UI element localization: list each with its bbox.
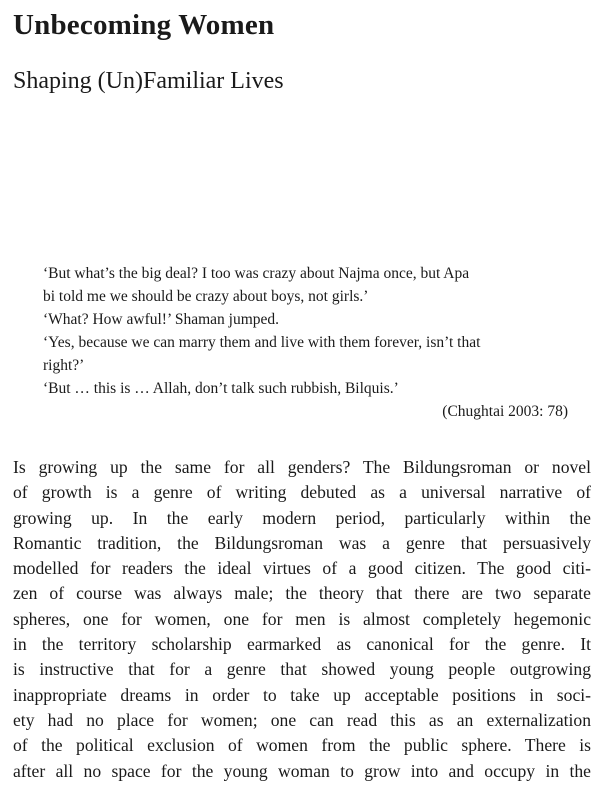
body-line: growing up. In the early modern period, particularly within the (13, 507, 591, 528)
chapter-title: Unbecoming Women (13, 9, 275, 41)
body-line: inappropriate dreams in order to take up acceptable positions in soci- (13, 684, 591, 705)
epigraph-block (43, 262, 568, 423)
epigraph-citation: (Chughtai 2003: 78) (442, 403, 568, 420)
body-line: of the political exclusion of women from the public sphere. There is (13, 735, 591, 756)
epigraph-line: bi told me we should be crazy about boys, not girls.’ (43, 288, 369, 305)
body-line: zen of course was always male; the theory that there are two separate (13, 583, 591, 604)
body-line: in the territory scholarship earmarked as canonical for the genre. It (13, 634, 591, 655)
epigraph-line: ‘What? How awful!’ Shaman jumped. (43, 311, 280, 328)
body-line: is instructive that for a genre that showed young people outgrowing (13, 659, 591, 680)
body-line: Is growing up the same for all genders? The Bildungsroman or novel (13, 457, 591, 477)
epigraph-line: ‘Yes, because we can marry them and live with them forever, isn’t that (43, 334, 481, 351)
epigraph-line: ‘But what’s the big deal? I too was crazy about Najma once, but Apa (43, 265, 470, 282)
body-line: ety had no place for women; one can read this as an externalization (13, 709, 591, 730)
body-line: modelled for readers the ideal virtues of a good citizen. The good citi- (13, 558, 591, 579)
epigraph-line: ‘But … this is … Allah, don’t talk such rubbish, Bilquis.’ (43, 380, 399, 397)
chapter-subtitle: Shaping (Un)Familiar Lives (13, 68, 284, 94)
body-paragraph (13, 455, 591, 784)
body-line: after all no space for the young woman to grow into and occupy in the (13, 760, 591, 781)
body-line: Romantic tradition, the Bildungsroman was a genre that persuasively (13, 532, 591, 553)
body-line: of growth is a genre of writing debuted as a universal narrative of (13, 482, 591, 503)
body-line: spheres, one for women, one for men is almost completely hegemonic (13, 608, 591, 629)
epigraph-line: right?’ (43, 357, 85, 374)
